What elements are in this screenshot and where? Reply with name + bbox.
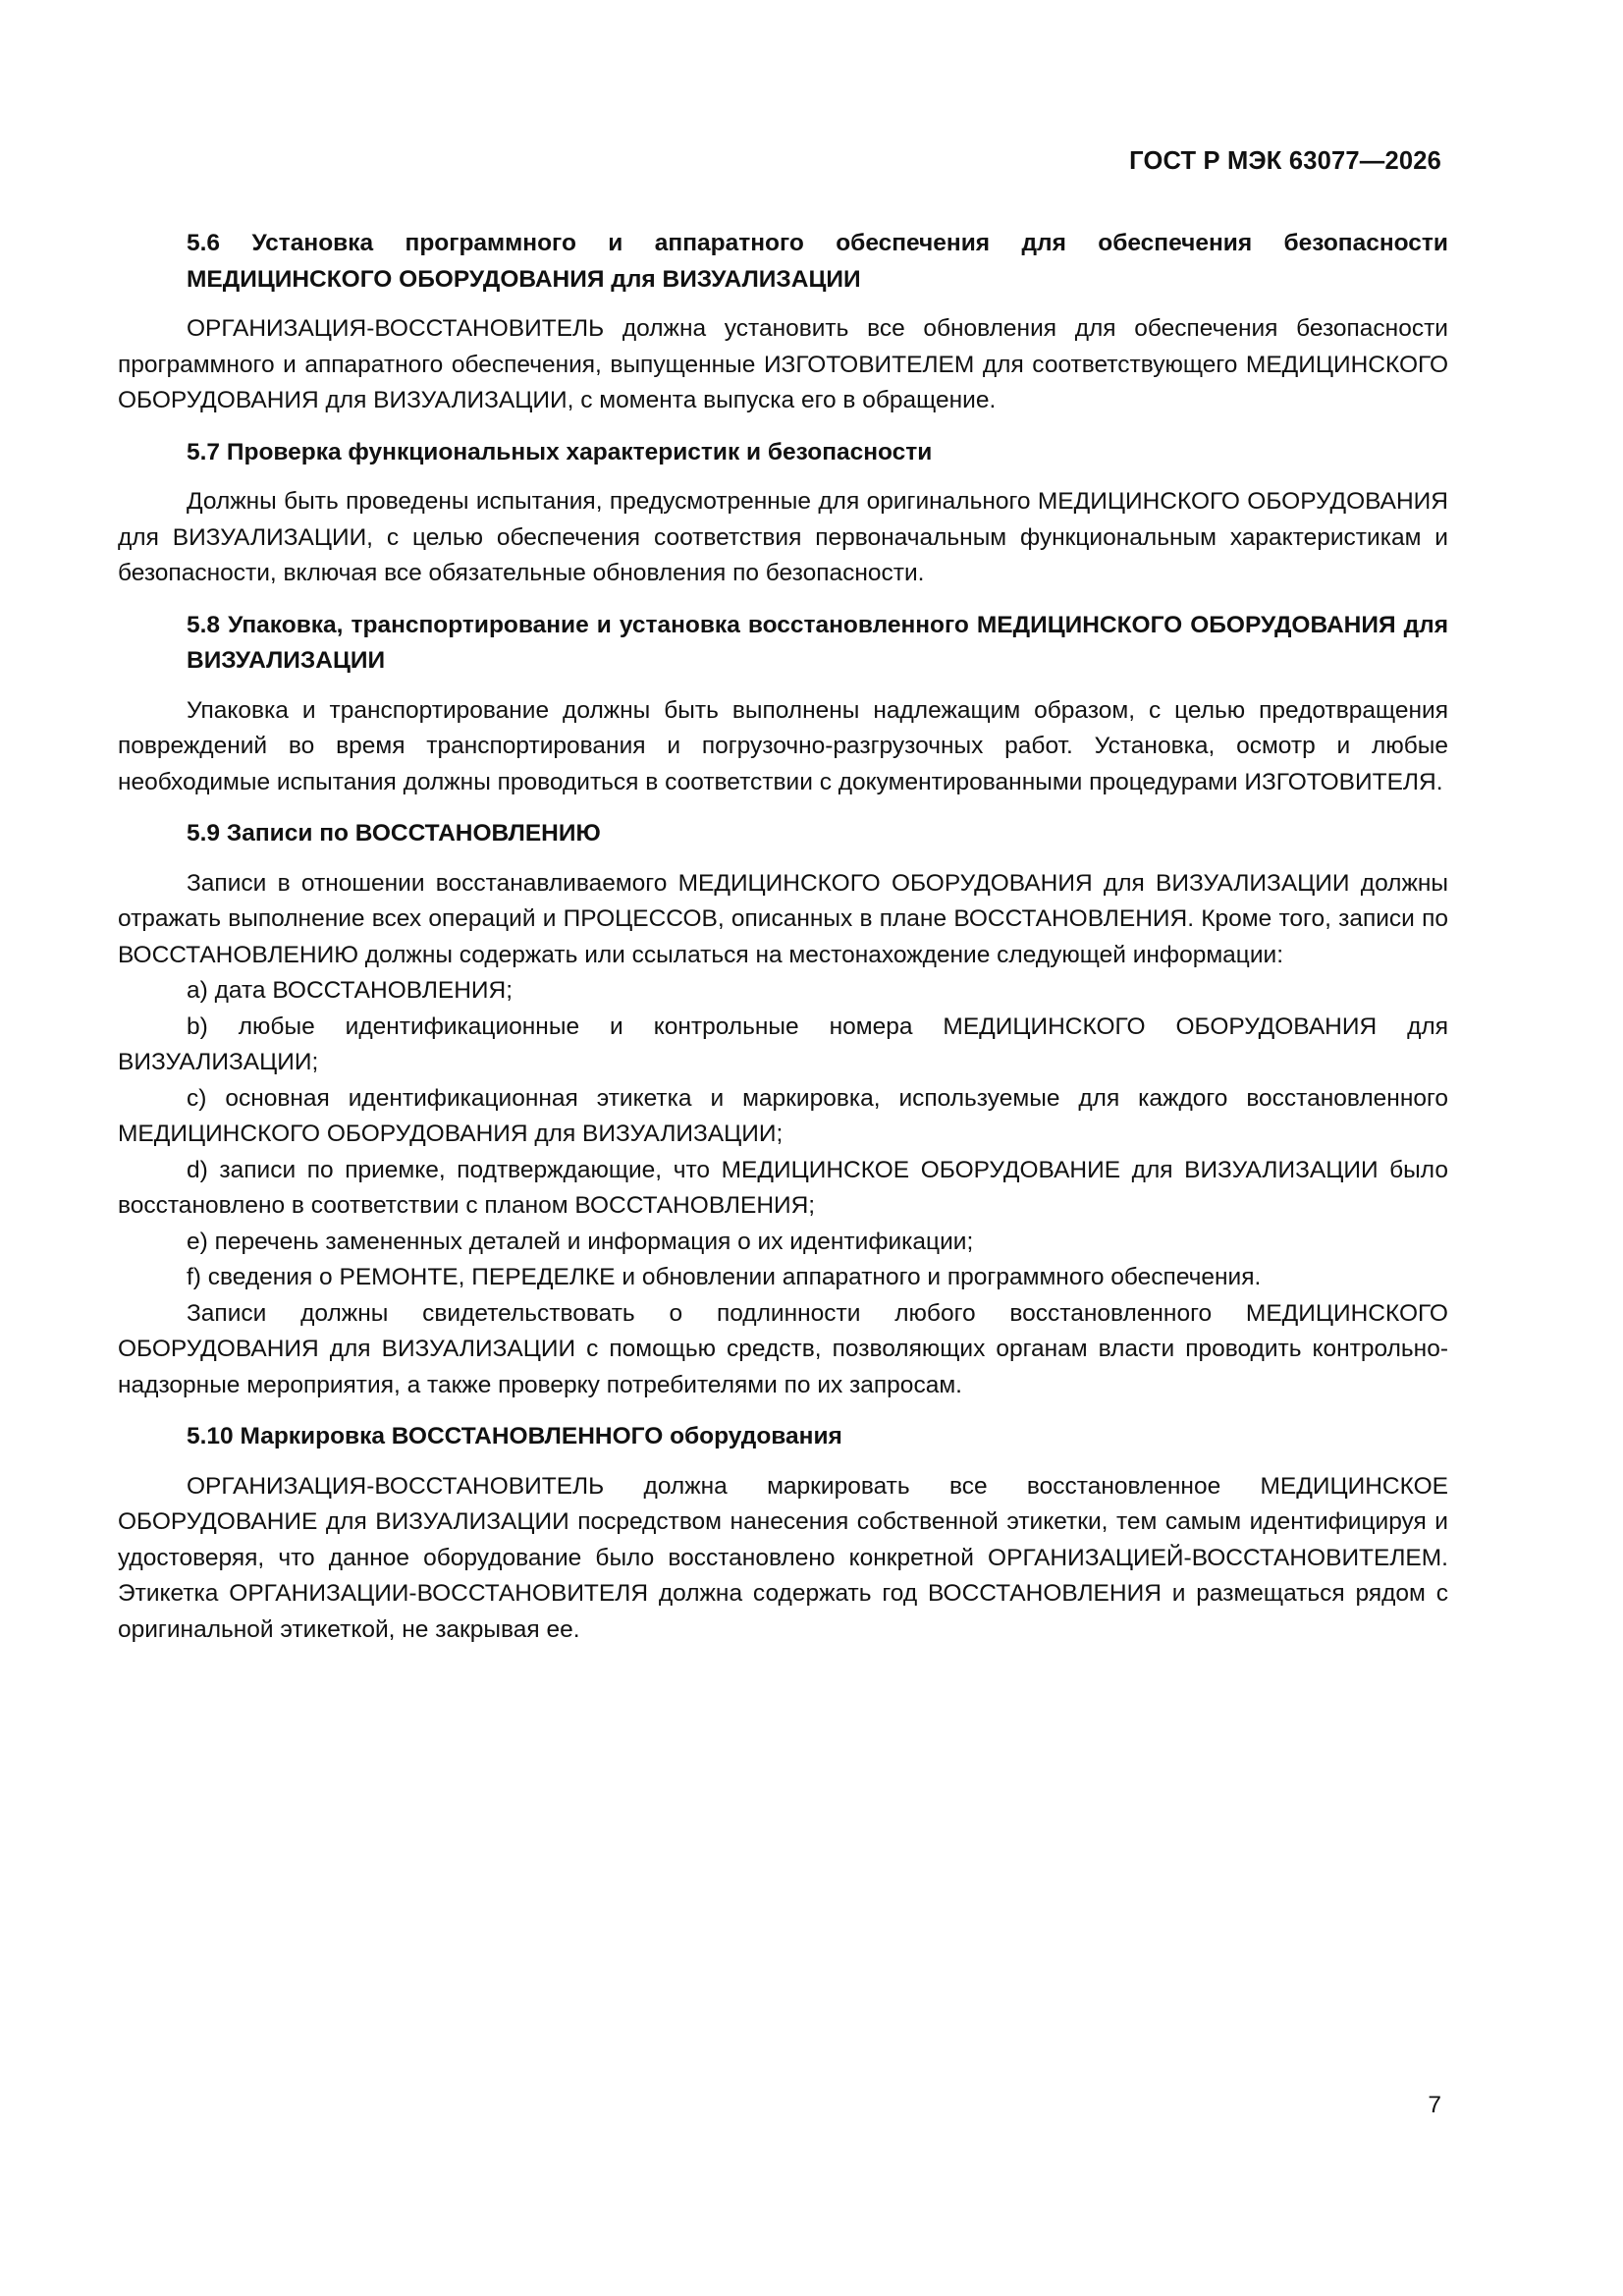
section-title: 5.6 Установка программного и аппаратного обеспечения для обеспечения безопасности МЕДИЦИНСКОГО ОБОРУДОВАНИЯ для ВИЗУАЛИЗАЦИИ bbox=[187, 230, 1448, 293]
section-5-7 bbox=[118, 435, 1448, 592]
list-item: d) записи по приемке, подтверждающие, что МЕДИЦИНСКОЕ ОБОРУДОВАНИЕ для ВИЗУАЛИЗАЦИИ было восстановлено в соответствии с планом ВОССТАНОВЛЕНИЯ; bbox=[118, 1156, 1448, 1219]
section-title: 5.9 Записи по ВОССТАНОВЛЕНИЮ bbox=[187, 820, 601, 847]
list-item: b) любые идентификационные и контрольные номера МЕДИЦИНСКОГО ОБОРУДОВАНИЯ для ВИЗУАЛИЗАЦИИ; bbox=[118, 1012, 1448, 1075]
paragraph: Записи в отношении восстанавливаемого МЕДИЦИНСКОГО ОБОРУДОВАНИЯ для ВИЗУАЛИЗАЦИИ должны отражать выполнение всех операций и ПРОЦЕССОВ, описанных в плане ВОССТАНОВЛЕНИЯ. Кроме того, записи по ВОССТАНОВЛЕНИЮ должны содержать или ссылаться на местонахождение следующей информации: bbox=[118, 869, 1448, 968]
section-5-8 bbox=[118, 608, 1448, 801]
page-number: 7 bbox=[1428, 2092, 1441, 2118]
section-5-9 bbox=[118, 816, 1448, 1403]
list-item: f) сведения о РЕМОНТЕ, ПЕРЕДЕЛКЕ и обновлении аппаратного и программного обеспечения. bbox=[187, 1264, 1262, 1290]
paragraph: ОРГАНИЗАЦИЯ-ВОССТАНОВИТЕЛЬ должна установить все обновления для обеспечения безопасности программного и аппаратного обеспечения, выпущенные ИЗГОТОВИТЕЛЕМ для соответствующего МЕДИЦИНСКОГО ОБОРУДОВАНИЯ для ВИЗУАЛИЗАЦИИ, с момента выпуска его в обращение. bbox=[118, 315, 1448, 413]
document-body bbox=[118, 226, 1448, 1648]
paragraph: Упаковка и транспортирование должны быть выполнены надлежащим образом, с целью предотвращения повреждений во время транспортирования и погрузочно-разгрузочных работ. Установка, осмотр и любые необходимые испытания должны проводиться в соответствии с документированными процедурами ИЗГОТОВИТЕЛЯ. bbox=[118, 696, 1448, 795]
paragraph: Должны быть проведены испытания, предусмотренные для оригинального МЕДИЦИНСКОГО ОБОРУДОВАНИЯ для ВИЗУАЛИЗАЦИИ, с целью обеспечения соответствия первоначальным функциональным характеристикам и безопасности, включая все обязательные обновления по безопасности. bbox=[118, 488, 1448, 586]
paragraph: Записи должны свидетельствовать о подлинности любого восстановленного МЕДИЦИНСКОГО ОБОРУДОВАНИЯ для ВИЗУАЛИЗАЦИИ с помощью средств, позволяющих органам власти проводить контрольно-надзорные мероприятия, а также проверку потребителями по их запросам. bbox=[118, 1299, 1448, 1398]
list-item: e) перечень замененных деталей и информация о их идентификации; bbox=[187, 1228, 974, 1255]
section-title: 5.7 Проверка функциональных характеристик и безопасности bbox=[187, 438, 933, 465]
section-5-6 bbox=[118, 226, 1448, 419]
list-item: c) основная идентификационная этикетка и маркировка, используемые для каждого восстановленного МЕДИЦИНСКОГО ОБОРУДОВАНИЯ для ВИЗУАЛИЗАЦИИ; bbox=[118, 1084, 1448, 1147]
paragraph: ОРГАНИЗАЦИЯ-ВОССТАНОВИТЕЛЬ должна маркировать все восстановленное МЕДИЦИНСКОЕ ОБОРУДОВАНИЕ для ВИЗУАЛИЗАЦИИ посредством нанесения собственной этикетки, тем самым идентифицируя и удостоверяя, что данное оборудование было восстановлено конкретной ОРГАНИЗАЦИЕЙ-ВОССТАНОВИТЕЛЕМ. Этикетка ОРГАНИЗАЦИИ-ВОССТАНОВИТЕЛЯ должна содержать год ВОССТАНОВЛЕНИЯ и размещаться рядом с оригинальной этикеткой, не закрывая ее. bbox=[118, 1472, 1448, 1643]
section-5-10 bbox=[118, 1419, 1448, 1648]
section-title: 5.10 Маркировка ВОССТАНОВЛЕННОГО оборудования bbox=[187, 1423, 842, 1449]
section-title: 5.8 Упаковка, транспортирование и установка восстановленного МЕДИЦИНСКОГО ОБОРУДОВАНИЯ для ВИЗУАЛИЗАЦИИ bbox=[187, 611, 1448, 674]
standard-code: ГОСТ Р МЭК 63077—2026 bbox=[1129, 147, 1441, 175]
list-item: a) дата ВОССТАНОВЛЕНИЯ; bbox=[187, 977, 514, 1004]
